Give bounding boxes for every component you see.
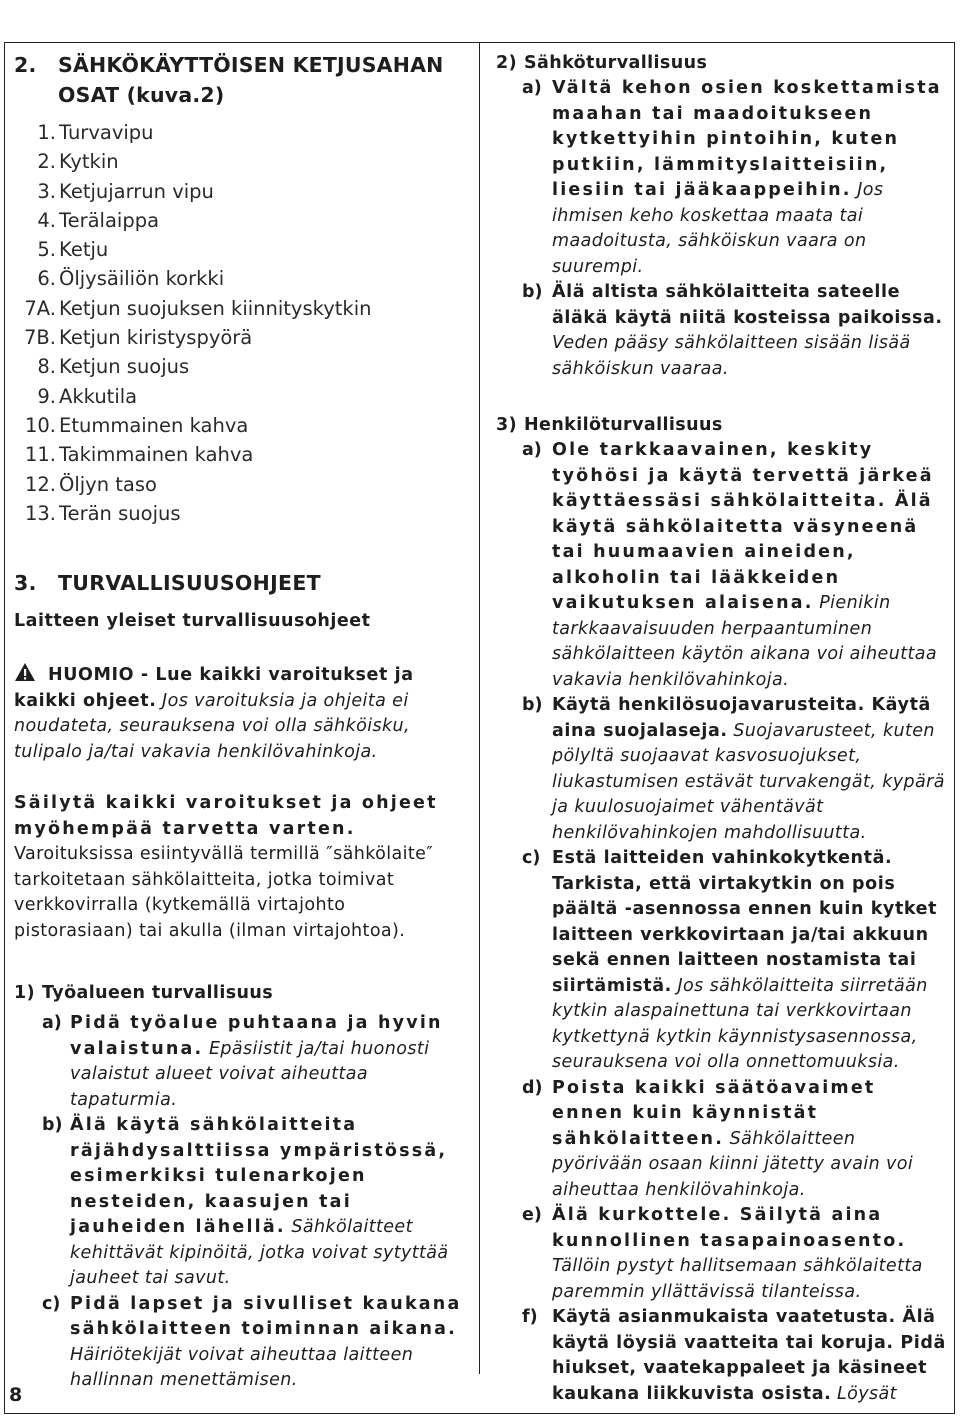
section-3-number: 3. bbox=[14, 571, 37, 596]
section-3-title: TURVALLISUUSOHJEET bbox=[58, 571, 321, 596]
list-item: 7A. Ketjun suojuksen kiinnityskytkin bbox=[24, 296, 372, 320]
column-divider bbox=[479, 42, 480, 1374]
section-2-heading bbox=[14, 50, 468, 110]
right-column bbox=[496, 50, 948, 1407]
electrical-section bbox=[496, 50, 948, 382]
section-3-subtitle: Laitteen yleiset turvallisuusohjeet bbox=[14, 611, 371, 632]
list-item: 9. Akkutila bbox=[37, 384, 138, 408]
list-item: 10. Etummainen kahva bbox=[24, 413, 249, 437]
list-item: 6. Öljysäiliön korkki bbox=[37, 267, 225, 291]
personal-item-e: e) Älä kurkottele. Säilytä aina kunnollinen tasapainoasento. Tällöin pystyt hallitsemaan sähkölaitetta paremmin yllättävissä tilanteissa. bbox=[522, 1205, 923, 1302]
list-item: 13. Terän suojus bbox=[24, 501, 181, 525]
warning-bold-text: HUOMIO - Lue kaikki varoitukset ja kaikki ohjeet. bbox=[14, 665, 414, 711]
parts-list bbox=[14, 118, 468, 528]
personal-item-b: b) Käytä henkilösuojavarusteita. Käytä aina suojalaseja. Suojavarusteet, kuten pölyltä suojaavat kasvosuojukset, liukastumisen estävät turvakengät, kypärä ja kuulosuojaimet vähentävät henkilövahinkojen mahdollisuutta. bbox=[522, 695, 945, 843]
work-area-section bbox=[14, 980, 468, 1394]
list-item: 3. Ketjujarrun vipu bbox=[37, 179, 214, 203]
list-item: 12. Öljyn taso bbox=[24, 472, 157, 496]
warning-paragraph bbox=[14, 662, 468, 765]
personal-item-d: d) Poista kaikki säätöavaimet ennen kuin käynnistät sähkölaitteen. Sähkölaitteen pyörivään osaan kiinni jätetty avain voi aiheuttaa henkilövahinkoja. bbox=[522, 1077, 914, 1200]
section-2-number: 2. bbox=[14, 53, 37, 77]
personal-item-f: f) Käytä asianmukaista vaatetusta. Älä käytä löysiä vaatteita tai koruja. Pidä hiukset, vaatekappaleet ja käsineet kaukana liikkuvista osista. Löysät bbox=[522, 1307, 946, 1404]
warning-italic-text: Jos varoituksia ja ohjeita ei noudateta, seurauksena voi olla sähköisku, tulipalo ja/tai vakavia henkilövahinkoja. bbox=[14, 690, 410, 762]
work-area-heading: 1) Työalueen turvallisuus bbox=[14, 983, 274, 1004]
section-3-heading bbox=[14, 568, 468, 598]
list-item: 11. Takimmainen kahva bbox=[24, 443, 254, 467]
electrical-item-b: b) Älä altista sähkölaitteita sateelle äläkä käytä niitä kosteissa paikoissa. Veden pääsy sähkölaitteen sisään lisää sähköiskun vaaraa. bbox=[522, 282, 943, 379]
section-2-title-line2: OSAT (kuva.2) bbox=[58, 83, 225, 107]
list-item: 8. Ketjun suojus bbox=[37, 355, 190, 379]
work-area-item-b: b) Älä käytä sähkölaitteita räjähdysalttiissa ympäristössä, esimerkiksi tulenarkojen nesteiden, kaasujen tai jauheiden lähellä. Sähkölaitteet kehittävät kipinöitä, jotka voivat sytyttää jauheet tai savut. bbox=[42, 1115, 449, 1289]
keep-instructions-paragraph bbox=[14, 791, 468, 944]
work-area-item-a: a) Pidä työalue puhtaana ja hyvin valaistuna. Epäsiistit ja/tai huonosti valaistut alueet voivat aiheuttaa tapaturmia. bbox=[42, 1013, 443, 1110]
work-area-item-c: c) Pidä lapset ja sivulliset kaukana sähkölaitteen toiminnan aikana. Häiriötekijät voivat aiheuttaa laitteen hallinnan menettämisen. bbox=[42, 1293, 462, 1391]
left-column bbox=[14, 50, 468, 1394]
electrical-item-a: a) Vältä kehon osien koskettamista maahan tai maadoitukseen kytkettyihin pintoihin, kuten putkiin, lämmityslaitteisiin, liesiin tai jääkaappeihin. Jos ihmisen keho koskettaa maata tai maadoitusta, sähköiskun vaara on suurempi. bbox=[522, 78, 942, 277]
personal-item-a: a) Ole tarkkaavainen, keskity työhösi ja käytä tervettä järkeä käyttäessäsi sähkölaitteita. Älä käytä sähkölaitetta väsyneenä tai huumaavien aineiden, alkoholin tai lääkkeiden vaikutuksen alaisena. Pienikin tarkkaavaisuuden herpaantuminen sähkölaitteen käytön aikana voi aiheuttaa vakavia henkilövahinkoja. bbox=[522, 440, 937, 690]
list-item: 5. Ketju bbox=[37, 238, 109, 262]
electrical-heading: 2) Sähköturvallisuus bbox=[496, 53, 708, 73]
list-item: 4. Terälaippa bbox=[37, 208, 160, 232]
list-item: 2. Kytkin bbox=[37, 150, 119, 174]
warning-triangle-icon bbox=[14, 662, 36, 682]
personal-section bbox=[496, 412, 948, 1407]
list-item: 7B. Ketjun kiristyspyörä bbox=[24, 326, 253, 350]
page-number: 8 bbox=[9, 1384, 23, 1406]
list-item: 1. Turvavipu bbox=[37, 121, 154, 144]
section-2-title-line1: SÄHKÖKÄYTTÖISEN KETJUSAHAN bbox=[58, 53, 444, 77]
keep-bold-text: Säilytä kaikki varoitukset ja ohjeet myöhempää tarvetta varten. bbox=[14, 793, 438, 839]
personal-item-c: c) Estä laitteiden vahinkokytkentä. Tarkista, että virtakytkin on pois päältä -asennossa ennen kuin kytket laitteen verkkovirtaan ja/tai akkuun sekä ennen laitteen nostamista tai siirtämistä. Jos sähkölaitteita siirretään kytkin alaspainettuna tai verkkovirtaan kytkettynä kytkin käynnistysasennossa, seurauksena voi olla onnettomuuksia. bbox=[522, 848, 938, 1072]
personal-heading: 3) Henkilöturvallisuus bbox=[496, 415, 723, 435]
keep-body-text: Varoituksissa esiintyvällä termillä ″sähkölaite″ tarkoitetaan sähkölaitteita, jotka toimivat verkkovirralla (kytkemällä virtajohto pistorasiaan) tai akulla (ilman virtajohtoa). bbox=[14, 844, 434, 941]
